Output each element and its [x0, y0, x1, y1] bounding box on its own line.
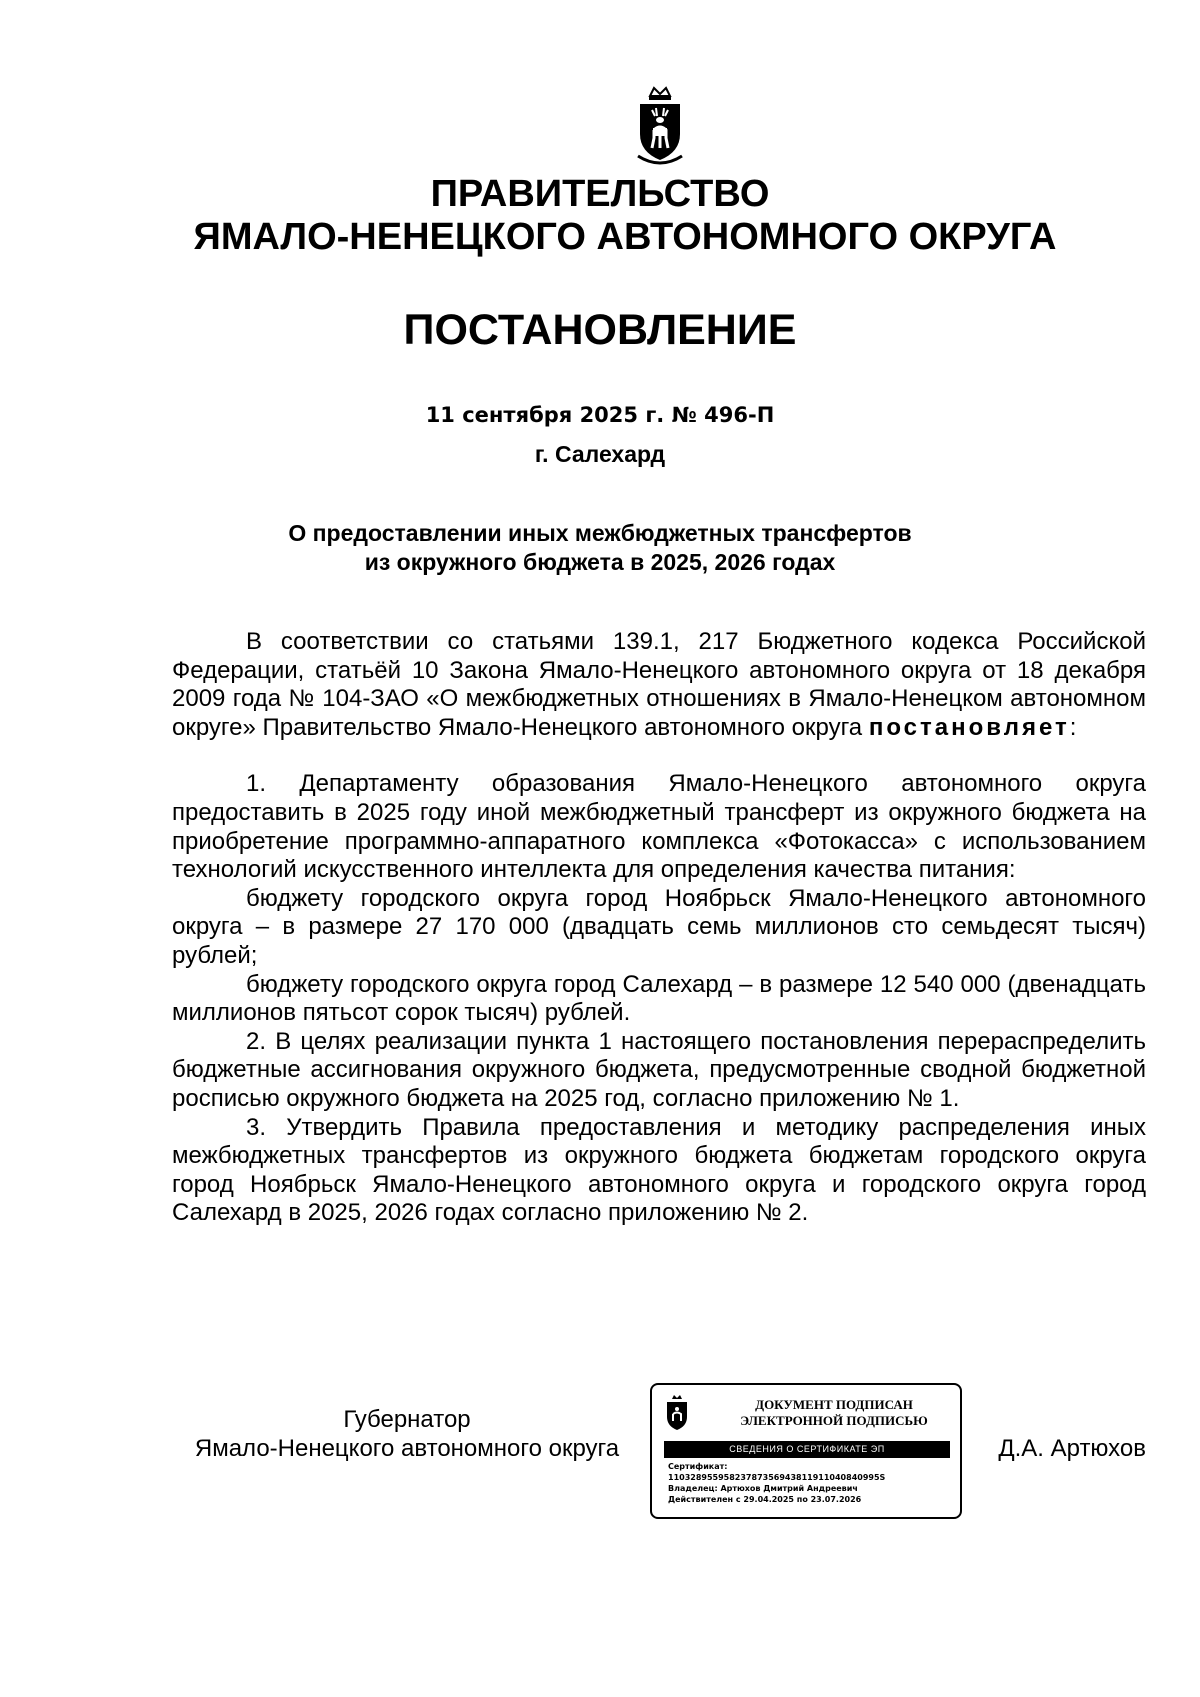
subject-line2: из окружного бюджета в 2025, 2026 годах: [364, 549, 836, 575]
stamp-title-line1: ДОКУМЕНТ ПОДПИСАН: [755, 1397, 913, 1412]
stamp-title: [714, 1397, 954, 1429]
item-3: 3. Утвердить Правила предоставления и методику распределения иных межбюджетных трансфертов из окружного бюджета бюджетам городского округа город Ноябрьск Ямало-Ненецкого автономного округа и городского округа город Салехард в 2025, 2026 годах согласно приложению № 2.: [172, 1113, 1146, 1227]
preamble-paragraph: [172, 628, 1146, 742]
stamp-title-line2: ЭЛЕКТРОННОЙ ПОДПИСЬЮ: [740, 1413, 928, 1428]
city: г. Салехард: [534, 441, 666, 467]
item-1: 1. Департаменту образования Ямало-Ненецкого автономного округа предоставить в 2025 году иной межбюджетный трансферт из окружного бюджета на приобретение программно-аппаратного комплекса «Фотокасса» с использованием технологий искусственного интеллекта для определения качества питания:: [172, 770, 1146, 884]
subject-line1: О предоставлении иных межбюджетных трансфертов: [288, 520, 912, 546]
stamp-cert-label: Сертификат:: [668, 1462, 728, 1471]
document-subject: [0, 519, 1200, 577]
signer-name: Д.А. Артюхов: [998, 1435, 1146, 1462]
org-name-line2: ЯМАЛО-НЕНЕЦКОГО АВТОНОМНОГО ОКРУГА: [193, 216, 1057, 258]
coat-of-arms-icon: [634, 86, 686, 168]
document-type: ПОСТАНОВЛЕНИЕ: [403, 306, 797, 354]
signer-position-line2: Ямало-Ненецкого автономного округа: [194, 1434, 620, 1462]
item-1-sub-1: бюджету городского округа город Ноябрьск Ямало-Ненецкого автономного округа – в размере 27 170 000 (двадцать семь миллионов сто семьдесят тысяч) рублей;: [172, 884, 1146, 969]
preamble-keyword: постановляет: [868, 713, 1070, 741]
signer-position-line1: Губернатор: [343, 1406, 471, 1433]
stamp-validity: Действителен с 29.04.2025 по 23.07.2026: [668, 1495, 862, 1504]
preamble-text: В соответствии со статьями 139.1, 217 Бюджетного кодекса Российской Федерации, статьёй 10 Закона Ямало-Ненецкого автономного округа от 18 декабря 2009 года № 104-ЗАО «О межбюджетных отношениях в Ямало-Ненецком автономном округе» Правительство Ямало-Ненецкого автономного округа: [172, 628, 1146, 741]
stamp-certificate-info: [668, 1461, 953, 1505]
stamp-cert-number: 11032895595823787356943811911040840995S: [668, 1473, 886, 1482]
signer-position: [172, 1406, 642, 1463]
date-and-number: 11 сентября 2025 г. № 496-П: [425, 403, 775, 427]
stamp-certificate-bar: СВЕДЕНИЯ О СЕРТИФИКАТЕ ЭП: [664, 1441, 950, 1458]
coat-of-arms-icon: [664, 1395, 690, 1433]
org-name-line1: ПРАВИТЕЛЬСТВО: [430, 173, 770, 215]
document-body: [172, 628, 1146, 1228]
stamp-owner: Владелец: Артюхов Дмитрий Андреевич: [668, 1484, 858, 1493]
item-2: 2. В целях реализации пункта 1 настоящего постановления перераспределить бюджетные ассигнования окружного бюджета, предусмотренные сводной бюджетной росписью окружного бюджета на 2025 год, согласно приложению № 1.: [172, 1027, 1146, 1112]
electronic-signature-stamp: [650, 1383, 962, 1519]
preamble-end: :: [1069, 713, 1077, 741]
item-1-sub-2: бюджету городского округа город Салехард – в размере 12 540 000 (двенадцать миллионов пятьсот сорок тысяч) рублей.: [172, 970, 1146, 1027]
